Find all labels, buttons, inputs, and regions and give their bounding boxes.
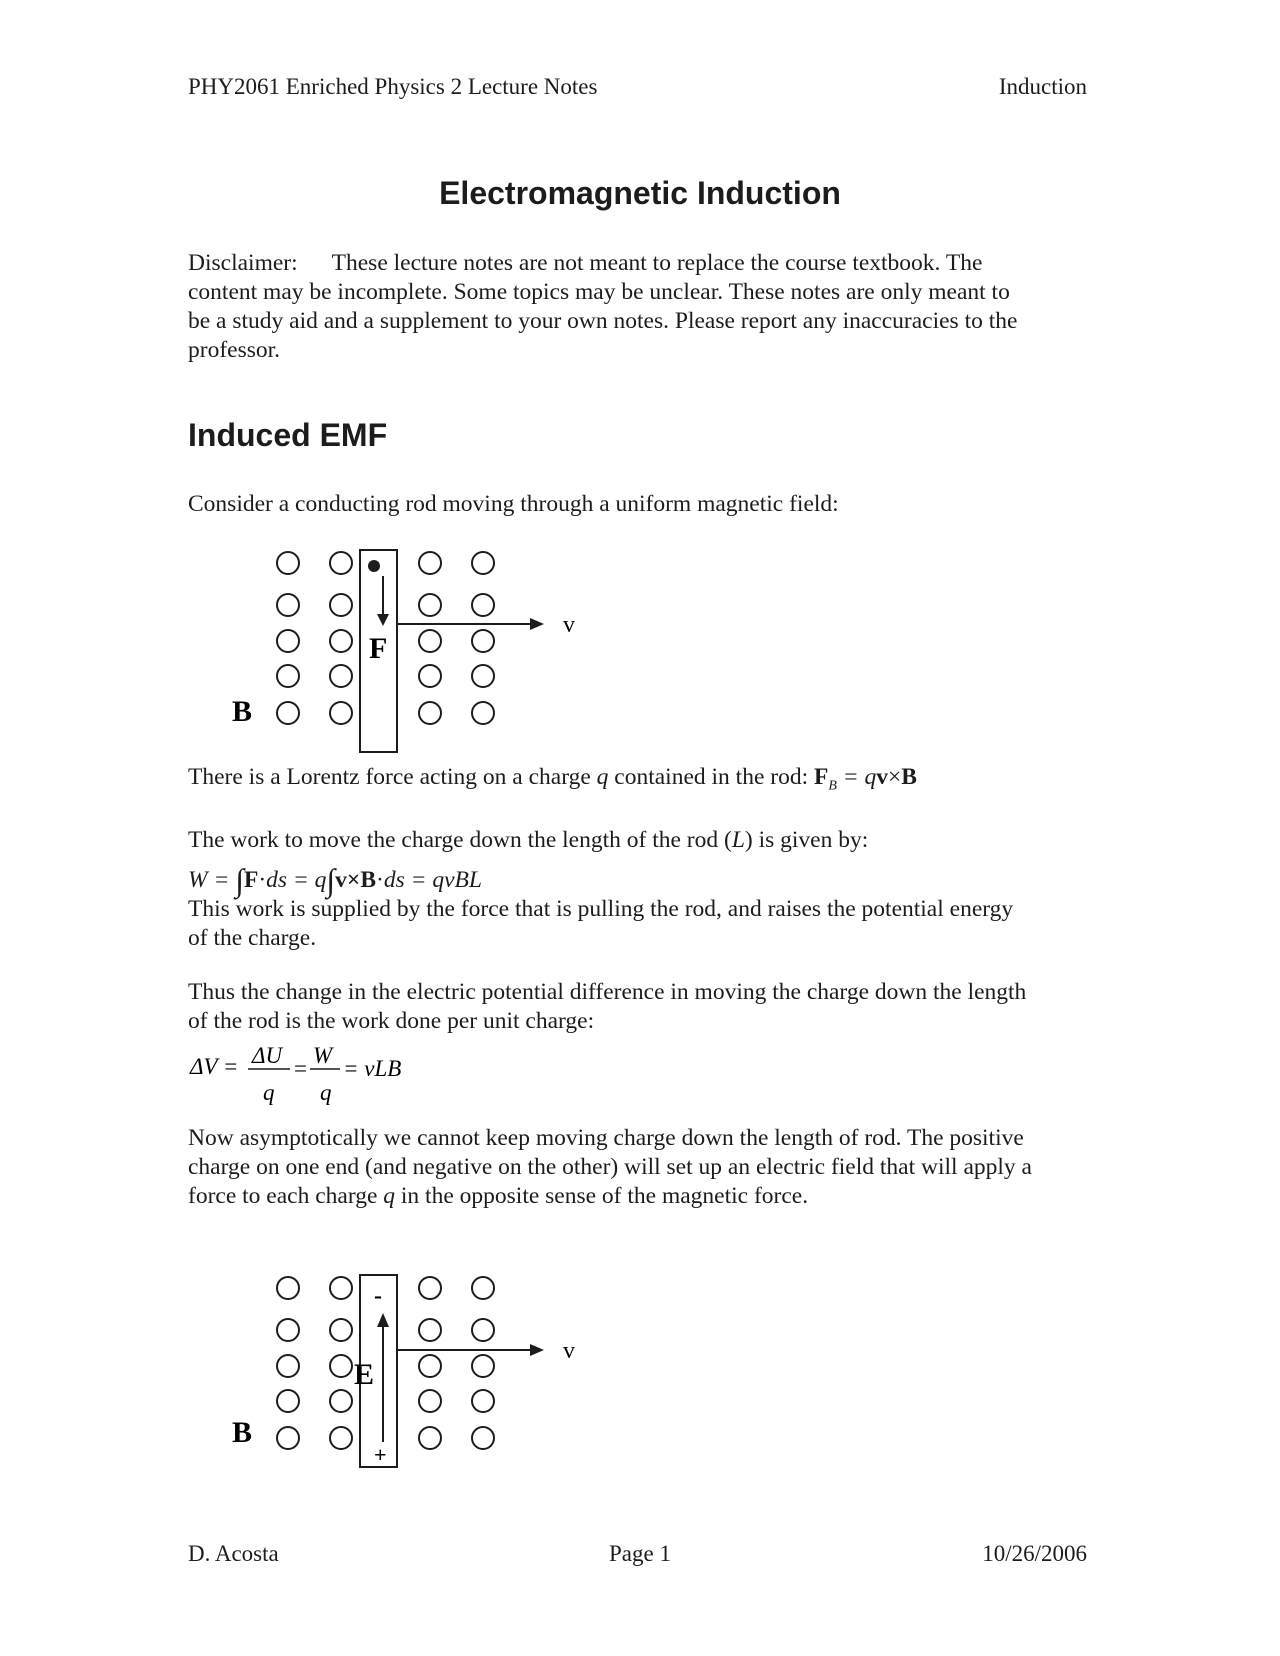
eq-num-2: W xyxy=(313,1043,333,1068)
work-L: L xyxy=(731,827,745,853)
eq-dot-2: · xyxy=(376,867,384,893)
lorentz-cross: × xyxy=(888,764,902,790)
velocity-label-1: v xyxy=(563,612,575,638)
field-label-2: B xyxy=(232,1416,253,1449)
lorentz-force-line xyxy=(188,763,1088,801)
velocity-label-2: v xyxy=(563,1338,575,1364)
work-line-1 xyxy=(188,826,1088,855)
disclaimer-line-4: professor. xyxy=(188,337,281,363)
disclaimer-line-2: content may be incomplete. Some topics may be unclear. These notes are only meant to xyxy=(188,279,1010,305)
potential-line-2: of the rod is the work done per unit charge: xyxy=(188,1008,595,1034)
efield-arrow-head xyxy=(377,1313,389,1327)
rod-figure-1 xyxy=(220,540,580,760)
header-course-title: PHY2061 Enriched Physics 2 Lecture Notes xyxy=(188,74,598,99)
work-text-b: ) is given by: xyxy=(744,827,869,853)
positive-charge: + xyxy=(374,1442,387,1467)
lorentz-F: F xyxy=(813,764,829,790)
lorentz-sub: B xyxy=(828,778,837,794)
work-paragraph xyxy=(188,895,1088,953)
eq-delta-V: ΔV = xyxy=(190,1054,239,1079)
force-label: F xyxy=(369,632,388,665)
footer-page-number: Page 1 xyxy=(609,1541,671,1566)
lorentz-B: B xyxy=(901,764,917,790)
work-line-2: This work is supplied by the force that is pulling the rod, and raises the potential energy xyxy=(188,896,1014,922)
efield-label: E xyxy=(354,1358,375,1391)
potential-equation xyxy=(188,1036,448,1116)
field-circles-2 xyxy=(277,1277,494,1449)
velocity-arrow-head-2 xyxy=(530,1344,544,1356)
disclaimer-line-1: These lecture notes are not meant to replace the course textbook. The xyxy=(331,250,983,276)
field-label-1: B xyxy=(232,695,253,728)
header-topic: Induction xyxy=(998,74,1087,99)
eq-W: W = xyxy=(188,867,230,893)
footer-date: 10/26/2006 xyxy=(982,1541,1087,1566)
velocity-arrow-head-1 xyxy=(530,618,544,630)
asymptote-line-2: charge on one end (and negative on the other) will set up an electric field that will apply a xyxy=(188,1154,1032,1180)
eq-dot-1: · xyxy=(258,867,267,893)
eq-den-2: q xyxy=(320,1080,332,1105)
eq-equals-1: = xyxy=(294,1056,307,1081)
lorentz-text2: contained in the rod: xyxy=(608,764,814,790)
lorentz-eq: = q xyxy=(836,764,877,790)
potential-line-1: Thus the change in the electric potential difference in moving the charge down the length xyxy=(188,979,1027,1005)
eq-ds-1: ds xyxy=(266,867,288,893)
work-text-a: The work to move the charge down the length of the rod ( xyxy=(188,827,732,853)
disclaimer-label: Disclaimer: xyxy=(188,250,298,276)
disclaimer-line-3: be a study aid and a supplement to your own notes. Please report any inaccuracies to the xyxy=(188,308,1018,334)
section-heading: Induced EMF xyxy=(188,417,388,453)
force-arrow-head xyxy=(377,614,389,626)
page-title: Electromagnetic Induction xyxy=(439,175,841,211)
disclaimer xyxy=(188,249,1088,365)
eq-result: = vLB xyxy=(343,1056,402,1081)
asymptote-paragraph xyxy=(188,1124,1088,1211)
potential-paragraph xyxy=(188,978,1088,1036)
eq-num-1: ΔU xyxy=(252,1043,283,1068)
footer-author: D. Acosta xyxy=(188,1541,279,1566)
work-line-3: of the charge. xyxy=(188,925,317,951)
asymptote-q: q xyxy=(383,1183,396,1209)
lorentz-q: q xyxy=(596,764,609,790)
eq-ds-2: ds xyxy=(383,867,405,893)
eq-integral-2: ∫ xyxy=(326,862,336,898)
eq-end: = qvBL xyxy=(404,867,482,893)
work-equation xyxy=(188,858,482,898)
negative-charge: - xyxy=(374,1283,382,1309)
rod-figure-2 xyxy=(220,1265,580,1475)
asymptote-line-3a: force to each charge xyxy=(188,1183,384,1209)
eq-mid: = q xyxy=(287,867,327,893)
eq-F: F xyxy=(243,867,259,893)
asymptote-line-3b: in the opposite sense of the magnetic force. xyxy=(395,1183,809,1209)
eq-den-1: q xyxy=(263,1080,275,1105)
charge-dot xyxy=(368,560,380,572)
intro-paragraph: Consider a conducting rod moving through a uniform magnetic field: xyxy=(188,491,839,517)
lorentz-text: There is a Lorentz force acting on a charge xyxy=(188,764,597,790)
lorentz-v: v xyxy=(876,764,889,790)
eq-vxB: v×B xyxy=(335,867,376,893)
asymptote-line-1: Now asymptotically we cannot keep moving charge down the length of rod. The positive xyxy=(188,1125,1024,1151)
eq-integral-1: ∫ xyxy=(235,862,244,898)
